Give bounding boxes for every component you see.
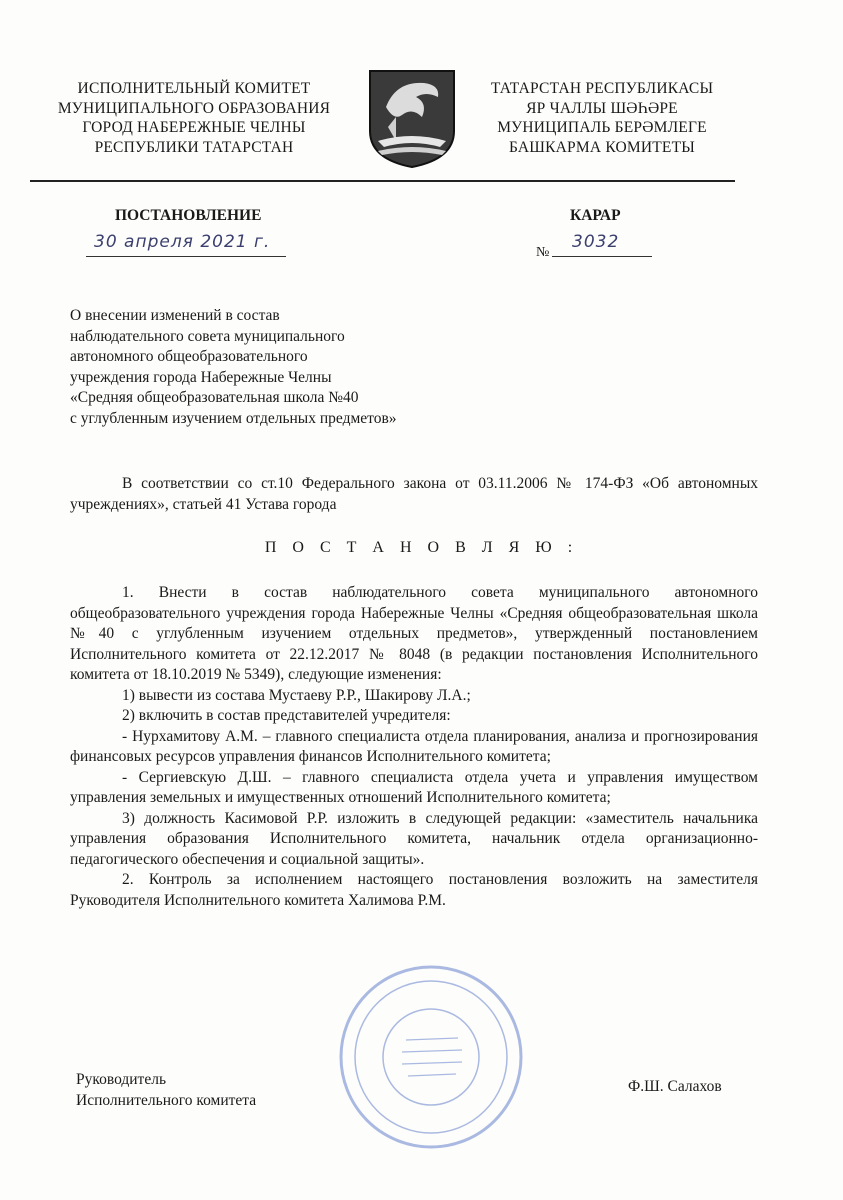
header-right-line: ТАТАРСТАН РЕСПУБЛИКАСЫ xyxy=(490,80,714,97)
header-left-line: РЕСПУБЛИКИ ТАТАРСТАН xyxy=(94,138,294,156)
paragraph: 1) вывести из состава Мустаеву Р.Р., Шакирову Л.А.; xyxy=(122,686,471,704)
city-coat-of-arms-icon xyxy=(366,67,458,171)
decree-heading: П О С Т А Н О В Л Я Ю : xyxy=(264,539,579,556)
subject-line: «Средняя общеобразовательная школа №40 xyxy=(70,389,359,406)
preamble-text: В соответствии со ст.10 Федерального закона от 03.11.2006 № 174-ФЗ «Об автономных учреждениях», статьей 41 Устава города xyxy=(70,475,758,513)
paragraph: 1. Внести в состав наблюдательного совета муниципального автономного общеобразовательного учреждения города Набережные Челны «Средняя общеобразовательная школа №40 с углубленным изучением отдельных предметов», утвержденный постановлением Исполнительного комитета от 22.12.2017 № 8048 (в редакции постановления Исполнительного комитета от 18.10.2019 № 5349), следующие изменения: xyxy=(70,584,758,683)
decree-items xyxy=(70,583,758,911)
signatory-position-line: Исполнительного комитета xyxy=(76,1091,257,1109)
header-right-line: БАШКАРМА КОМИТЕТЫ xyxy=(509,138,695,156)
signatory-name: Ф.Ш. Салахов xyxy=(628,1078,722,1095)
header-left-line: ИСПОЛНИТЕЛЬНЫЙ КОМИТЕТ xyxy=(77,80,311,97)
subject-line: с углубленным изучением отдельных предметов» xyxy=(70,409,397,427)
header-left-line: ГОРОД НАБЕРЕЖНЫЕ ЧЕЛНЫ xyxy=(82,119,306,136)
number-field xyxy=(552,232,652,257)
signatory-position-line: Руководитель xyxy=(76,1071,167,1088)
header-right-line: ЯР ЧАЛЛЫ ШӘҺӘРЕ xyxy=(526,99,678,117)
subject-line: О внесении изменений в состав xyxy=(70,307,280,324)
paragraph: - Сергиевскую Д.Ш. – главного специалиста отдела учета и управления имуществом управления земельных и имущественных отношений Исполнительного комитета; xyxy=(70,768,758,806)
header-left-line: МУНИЦИПАЛЬНОГО ОБРАЗОВАНИЯ xyxy=(57,99,331,117)
handwritten-date: 30 апреля 2021 г. xyxy=(94,232,271,252)
number-label: № xyxy=(536,245,550,260)
header-divider xyxy=(30,180,735,182)
document-subject xyxy=(70,306,510,429)
header-right-line: МУНИЦИПАЛЬ БЕРӘМЛЕГЕ xyxy=(497,119,707,136)
header-left-block xyxy=(30,79,358,157)
paragraph: - Нурхамитову А.М. – главного специалиста отдела планирования, анализа и прогнозирования финансовых ресурсов управления финансов Исполнительного комитета; xyxy=(70,727,758,765)
official-stamp-icon xyxy=(336,962,526,1152)
doc-title-postanovlenie: ПОСТАНОВЛЕНИЕ xyxy=(115,207,262,224)
date-field xyxy=(86,232,286,257)
subject-line: учреждения города Набережные Челны xyxy=(70,368,332,386)
paragraph: 2) включить в состав представителей учредителя: xyxy=(122,707,451,724)
paragraph: 2. Контроль за исполнением настоящего постановления возложить на заместителя Руководителя Исполнительного комитета Халимова Р.М. xyxy=(70,871,758,909)
subject-line: автономного общеобразовательного xyxy=(70,348,308,365)
doc-title-karar: КАРАР xyxy=(570,207,621,224)
preamble xyxy=(70,474,758,515)
signatory-position xyxy=(76,1070,256,1111)
header-right-block xyxy=(468,79,736,157)
subject-line: наблюдательного совета муниципального xyxy=(70,327,345,345)
handwritten-number: 3032 xyxy=(572,232,620,252)
paragraph: 3) должность Касимовой Р.Р. изложить в следующей редакции: «заместитель начальника управления образования Исполнительного комитета, начальник отдела организационно-педагогического обеспечения и социальной защиты». xyxy=(70,809,758,868)
